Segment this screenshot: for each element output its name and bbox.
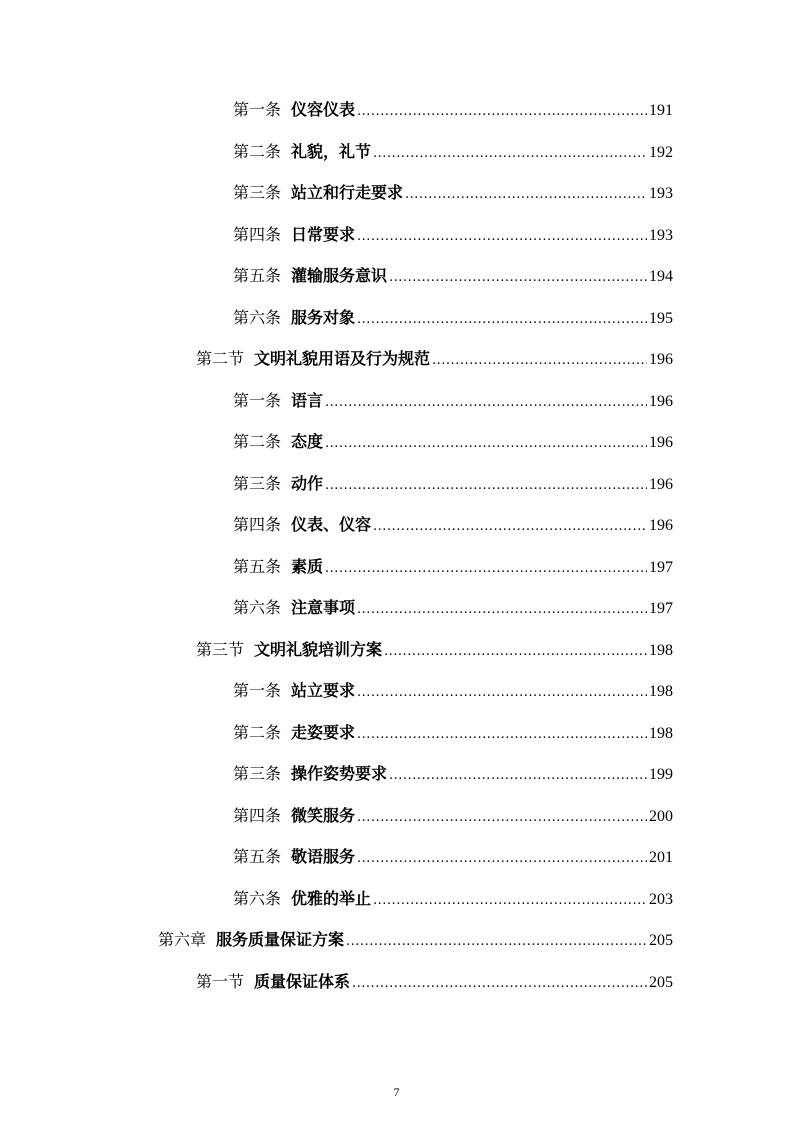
toc-dot-leader [405,181,647,209]
toc-entry[interactable] [0,511,793,553]
toc-dot-leader [432,347,647,375]
toc-entry-page: 201 [649,849,673,866]
toc-entry[interactable] [0,179,793,221]
toc-entry[interactable] [0,221,793,263]
toc-entry-title: 文明礼貌培训方案 [254,639,383,659]
toc-entry-number: 第五条 [233,847,282,866]
toc-entry-title: 文明礼貌用语及行为规范 [254,349,431,368]
toc-entry-number: 第一条 [233,681,282,700]
toc-entry-number: 第五条 [233,556,282,576]
toc-entry-page: 198 [649,641,673,659]
toc-entry-page: 194 [649,268,673,285]
toc-entry[interactable] [0,470,793,512]
toc-dot-leader [357,306,647,334]
toc-entry-number: 第六条 [233,307,282,327]
toc-entry-page: 192 [649,143,673,161]
toc-entry-number: 第六章 [158,930,207,949]
toc-entry-title: 服务对象 [291,307,356,327]
toc-entry-page: 196 [649,351,673,368]
toc-dot-leader [357,596,647,624]
toc-entry-title: 质量保证体系 [254,971,351,991]
toc-entry-number: 第二条 [233,722,282,742]
toc-entry-number: 第六条 [233,888,282,908]
toc-entry-number: 第四条 [233,224,282,244]
toc-entry-number: 第六条 [233,598,282,617]
toc-entry[interactable] [0,387,793,429]
toc-entry-title: 微笑服务 [291,805,356,825]
toc-dot-leader [357,223,647,251]
toc-entry-title: 注意事项 [291,598,356,617]
toc-entry-page: 195 [649,309,673,327]
toc-dot-leader [352,970,647,998]
toc-entry-title: 素质 [291,556,324,576]
toc-dot-leader [357,845,647,873]
toc-entry-number: 第一节 [196,971,245,991]
toc-entry-number: 第二条 [233,432,282,451]
toc-entry[interactable] [0,304,793,346]
toc-entry-number: 第四条 [233,805,282,825]
toc-entry-number: 第三条 [233,764,282,783]
toc-entry[interactable] [0,760,793,802]
toc-dot-leader [357,98,647,126]
toc-entry-number: 第二条 [233,141,282,161]
toc-entry-section[interactable] [0,636,793,678]
toc-dot-leader [357,721,647,749]
toc-dot-leader [346,928,647,956]
toc-entry[interactable] [0,138,793,180]
toc-entry-title: 操作姿势要求 [291,764,388,783]
toc-entry-page: 196 [649,434,673,451]
toc-entry-page: 197 [649,600,673,617]
toc-entry[interactable] [0,96,793,138]
toc-entry-section[interactable] [0,345,793,387]
toc-entry-number: 第三节 [196,639,245,659]
toc-entry-title: 礼貌，礼节 [291,141,372,161]
toc-entry-title: 日常要求 [291,224,356,244]
toc-entry-page: 193 [649,185,673,202]
toc-entry[interactable] [0,428,793,470]
toc-entry-page: 198 [649,683,673,700]
toc-entry-page: 191 [649,102,673,119]
toc-entry-title: 站立要求 [291,681,356,700]
toc-entry-title: 敬语服务 [291,847,356,866]
page-number: 7 [393,1085,400,1099]
toc-entry[interactable] [0,802,793,844]
toc-dot-leader [389,264,647,292]
toc-entry-page: 196 [649,517,673,534]
toc-entry-page: 199 [649,766,673,783]
toc-entry[interactable] [0,262,793,304]
toc-dot-leader [389,762,647,790]
toc-entry-title: 服务质量保证方案 [216,930,345,949]
toc-dot-leader [325,389,647,417]
toc-entry-page: 197 [649,558,673,576]
toc-entry[interactable] [0,719,793,761]
toc-entry[interactable] [0,553,793,595]
toc-dot-leader [373,887,647,915]
toc-entry-number: 第四条 [233,515,282,534]
toc-entry-title: 动作 [291,473,324,493]
toc-entry-title: 站立和行走要求 [291,183,404,202]
toc-entry-page: 200 [649,807,673,825]
toc-entry-number: 第一条 [233,390,282,410]
table-of-contents [0,96,793,1009]
toc-entry-page: 203 [649,890,673,908]
toc-entry-title: 语言 [291,390,324,410]
toc-entry-title: 仪表、仪容 [291,515,372,534]
toc-entry-page: 196 [649,392,673,410]
toc-entry-number: 第五条 [233,266,282,285]
toc-entry-title: 仪容仪表 [291,100,356,119]
toc-dot-leader [325,430,647,458]
toc-entry-number: 第二节 [196,349,245,368]
toc-entry-title: 灌输服务意识 [291,266,388,285]
toc-entry-number: 第一条 [233,100,282,119]
toc-entry-page: 193 [649,226,673,244]
toc-dot-leader [384,638,647,666]
toc-dot-leader [357,804,647,832]
toc-dot-leader [373,513,647,541]
toc-dot-leader [325,472,647,500]
toc-entry-title: 走姿要求 [291,722,356,742]
toc-entry-number: 第三条 [233,473,282,493]
toc-dot-leader [325,555,647,583]
toc-entry[interactable] [0,677,793,719]
toc-dot-leader [373,140,647,168]
toc-entry-page: 205 [649,932,673,949]
toc-dot-leader [357,679,647,707]
toc-entry-section[interactable] [0,968,793,1010]
toc-entry-page: 198 [649,724,673,742]
toc-entry[interactable] [0,843,793,885]
toc-entry-page: 196 [649,475,673,493]
toc-entry-page: 205 [649,973,673,991]
toc-entry[interactable] [0,885,793,927]
toc-entry-number: 第三条 [233,183,282,202]
toc-entry[interactable] [0,594,793,636]
toc-entry-title: 优雅的举止 [291,888,372,908]
toc-entry-title: 态度 [291,432,324,451]
toc-entry-chapter[interactable] [0,926,793,968]
